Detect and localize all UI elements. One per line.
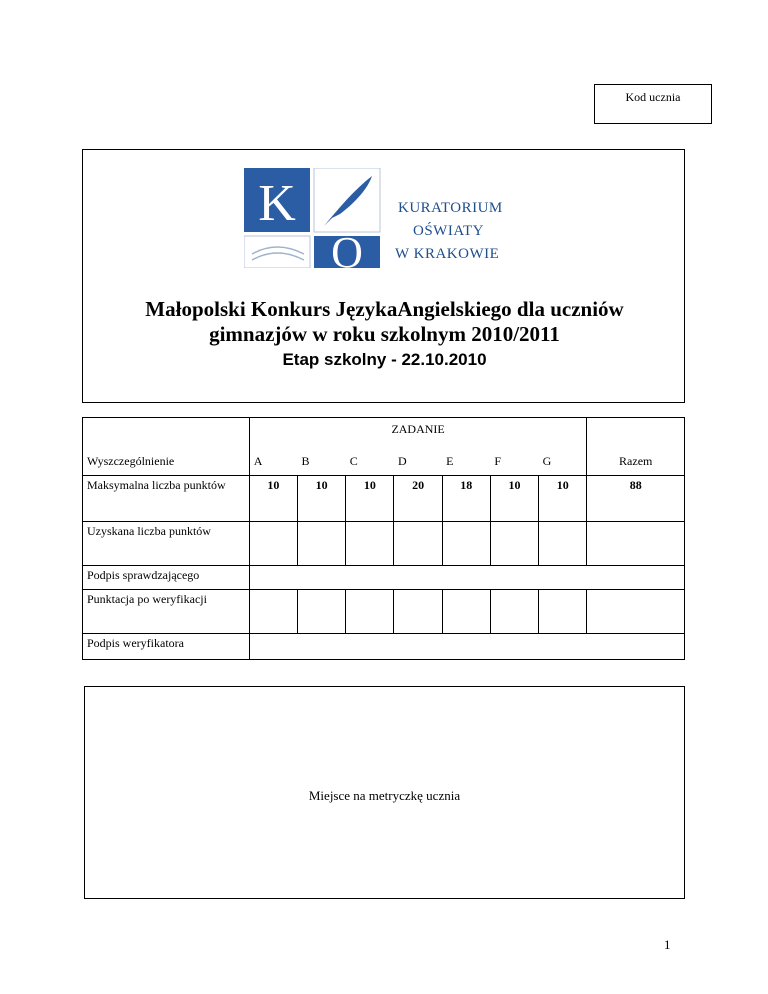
- column-header: F: [490, 442, 538, 476]
- obtained-total-cell[interactable]: [587, 522, 685, 566]
- table-row: [83, 590, 685, 634]
- checker-signature-cell[interactable]: [249, 566, 684, 590]
- column-header: C: [346, 442, 394, 476]
- column-header: A: [249, 442, 297, 476]
- spec-header: Wyszczególnienie: [83, 418, 250, 476]
- stage-date: Etap szkolny - 22.10.2010: [282, 350, 487, 369]
- table-row: [83, 418, 685, 442]
- max-points-cell: 20: [394, 476, 442, 522]
- obtained-cell-c[interactable]: [346, 522, 394, 566]
- max-points-label: Maksymalna liczba punktów: [83, 476, 250, 522]
- brand-line-3: W KRAKOWIE: [395, 246, 500, 262]
- header-box: [82, 149, 685, 403]
- max-total-cell: 88: [587, 476, 685, 522]
- table-row: [83, 476, 685, 522]
- obtained-cell-a[interactable]: [249, 522, 297, 566]
- max-points-cell: 10: [539, 476, 587, 522]
- max-points-cell: 18: [442, 476, 490, 522]
- max-points-cell: 10: [490, 476, 538, 522]
- verified-cell-a[interactable]: [249, 590, 297, 634]
- verified-points-label: Punktacja po weryfikacji: [83, 590, 250, 634]
- column-header: E: [442, 442, 490, 476]
- verified-cell-g[interactable]: [539, 590, 587, 634]
- student-code-label: Kod ucznia: [625, 90, 681, 104]
- column-header: G: [539, 442, 587, 476]
- obtained-cell-d[interactable]: [394, 522, 442, 566]
- max-points-cell: 10: [346, 476, 394, 522]
- task-group-header: ZADANIE: [249, 418, 587, 442]
- verified-cell-c[interactable]: [346, 590, 394, 634]
- max-points-cell: 10: [249, 476, 297, 522]
- verified-total-cell[interactable]: [587, 590, 685, 634]
- contest-title-line1: Małopolski Konkurs JęzykaAngielskiego dla uczniów: [145, 297, 624, 321]
- table-row: [83, 566, 685, 590]
- obtained-cell-b[interactable]: [298, 522, 346, 566]
- checker-signature-label: Podpis sprawdzającego: [83, 566, 250, 590]
- verified-cell-b[interactable]: [298, 590, 346, 634]
- brand-line-1: KURATORIUM: [398, 200, 503, 216]
- obtained-cell-e[interactable]: [442, 522, 490, 566]
- max-points-cell: 10: [298, 476, 346, 522]
- student-metric-label: Miejsce na metryczkę ucznia: [308, 788, 461, 803]
- table-row: [83, 522, 685, 566]
- verifier-signature-label: Podpis weryfikatora: [83, 634, 250, 660]
- obtained-cell-g[interactable]: [539, 522, 587, 566]
- student-code-box: [594, 84, 712, 124]
- brand-line-2: OŚWIATY: [413, 223, 484, 239]
- score-table: [82, 417, 685, 660]
- logo-letter-k: K: [258, 175, 296, 232]
- verifier-signature-cell[interactable]: [249, 634, 684, 660]
- page-number: 1: [664, 937, 671, 952]
- column-header: D: [394, 442, 442, 476]
- student-metric-box[interactable]: [84, 686, 685, 899]
- total-header: Razem: [587, 418, 685, 476]
- verified-cell-d[interactable]: [394, 590, 442, 634]
- contest-title-line2: gimnazjów w roku szkolnym 2010/2011: [209, 322, 560, 346]
- verified-cell-f[interactable]: [490, 590, 538, 634]
- obtained-cell-f[interactable]: [490, 522, 538, 566]
- verified-cell-e[interactable]: [442, 590, 490, 634]
- obtained-points-label: Uzyskana liczba punktów: [83, 522, 250, 566]
- column-header: B: [298, 442, 346, 476]
- table-row: [83, 634, 685, 660]
- logo-letter-o: O: [331, 228, 363, 268]
